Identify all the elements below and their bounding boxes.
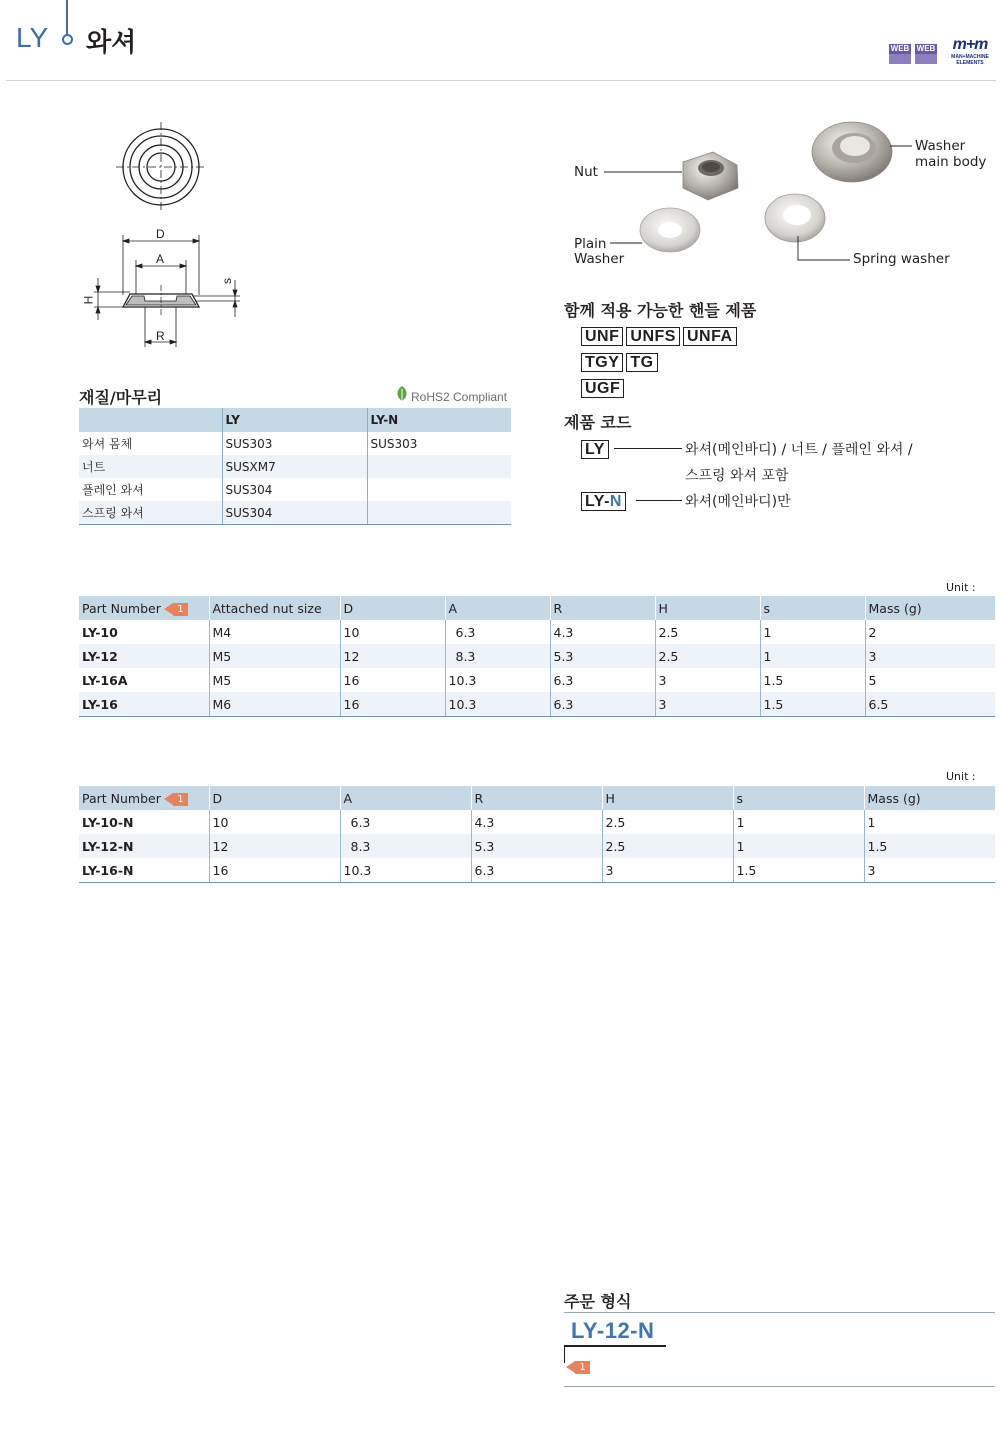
material-row: [79, 478, 511, 501]
table-cell: 16: [209, 858, 340, 883]
label-washer-main-2: main body: [915, 154, 987, 170]
order-pointer-line: [564, 1347, 565, 1363]
material-cell: SUSXM7: [222, 455, 367, 478]
table-row[interactable]: [79, 668, 995, 692]
material-cell: [367, 455, 511, 478]
part-number-badge-label: 1: [173, 793, 188, 806]
table-cell: 2.5: [655, 620, 760, 644]
code-ly-desc-2: 스프링 와셔 포함: [685, 468, 789, 484]
dim-label-a: A: [156, 252, 165, 266]
table-cell: 16: [340, 668, 445, 692]
table1-col: H: [655, 596, 760, 620]
logo-subtext: MAN+MACHINE ELEMENTS: [951, 54, 989, 66]
spec-table-lyn: [79, 786, 995, 883]
table2-header-row: [79, 786, 995, 810]
handle-unf[interactable]: UNF: [581, 327, 623, 346]
table-cell: 5.3: [550, 644, 655, 668]
table-cell: 10: [340, 620, 445, 644]
handles-row-3: [581, 378, 627, 398]
table-cell: 4.3: [550, 620, 655, 644]
table-cell: LY-10: [82, 624, 118, 640]
table-cell: 12: [340, 644, 445, 668]
part-number-badge-icon: [164, 793, 188, 806]
material-col-2: LY-N: [367, 408, 511, 432]
handle-tg[interactable]: TG: [626, 353, 657, 372]
table-cell: 5.3: [471, 834, 602, 858]
table-cell: 6.3: [445, 620, 550, 644]
table-cell: 6.3: [550, 692, 655, 717]
table1-col: Mass (g): [865, 596, 995, 620]
table-cell: 6.3: [340, 810, 471, 834]
table-cell: 10: [209, 810, 340, 834]
material-cell: SUS303: [222, 432, 367, 455]
table2-col: s: [733, 786, 864, 810]
web-badge-1-label: WEB: [890, 44, 910, 53]
dim-label-r: R: [156, 329, 165, 343]
table-cell: 2.5: [655, 644, 760, 668]
handles-row-1: [581, 326, 740, 346]
order-top-rule: [564, 1312, 995, 1313]
table2-col: R: [471, 786, 602, 810]
table-cell: 1: [864, 810, 995, 834]
table2-col: A: [340, 786, 471, 810]
table-cell: 10.3: [445, 668, 550, 692]
table1-col: R: [550, 596, 655, 620]
brand-logo: [944, 36, 996, 66]
spec-table-ly: [79, 596, 995, 717]
order-bottom-rule: [564, 1386, 995, 1387]
product-code-heading: 제품 코드: [564, 413, 632, 432]
table-row[interactable]: [79, 810, 995, 834]
handle-unfs[interactable]: UNFS: [626, 327, 680, 346]
table-cell: 1: [733, 834, 864, 858]
header-vertical-line: [66, 0, 68, 36]
handle-ugf[interactable]: UGF: [581, 379, 624, 398]
table-cell: 3: [655, 668, 760, 692]
logo-text: m+m: [952, 36, 988, 53]
table-cell: 6.3: [550, 668, 655, 692]
table-cell: LY-12: [79, 644, 209, 668]
table-cell: 1.5: [733, 858, 864, 883]
leaf-icon: [395, 385, 409, 403]
table-cell: 1: [760, 644, 865, 668]
code-lyn-box: [581, 492, 626, 511]
table-cell: 4.3: [471, 810, 602, 834]
table1-col: s: [760, 596, 865, 620]
table-cell: 5: [865, 668, 995, 692]
material-cell: 플레인 와셔: [82, 483, 144, 497]
table-cell: 2: [865, 620, 995, 644]
table-cell: 3: [602, 858, 733, 883]
table-cell: 1.5: [864, 834, 995, 858]
table-row[interactable]: [79, 644, 995, 668]
table-cell: 1.5: [760, 692, 865, 717]
table-cell: 3: [865, 644, 995, 668]
header-divider: [6, 80, 996, 81]
material-cell: SUS304: [222, 478, 367, 501]
table-cell: 3: [864, 858, 995, 883]
code-lyn-prefix: LY-: [585, 493, 610, 510]
table-cell: 1: [760, 620, 865, 644]
label-plain-2: Washer: [574, 251, 625, 267]
table-cell: 10.3: [340, 858, 471, 883]
web-badge-2-label: WEB: [916, 44, 936, 53]
washer-drawing: [80, 120, 260, 360]
table1-col: A: [445, 596, 550, 620]
material-header-row: [79, 408, 511, 432]
table-cell: 6.5: [865, 692, 995, 717]
handle-unfa[interactable]: UNFA: [683, 327, 737, 346]
material-heading: 재질/마무리: [79, 388, 163, 407]
table-cell: LY-12-N: [79, 834, 209, 858]
handle-tgy[interactable]: TGY: [581, 353, 623, 372]
rohs-label: RoHS2 Compliant: [411, 390, 508, 404]
table-row[interactable]: [79, 858, 995, 883]
table1-col-part-number-label: Part Number: [82, 600, 161, 616]
table2-unit: Unit :: [946, 770, 976, 783]
material-table: [79, 408, 511, 525]
material-cell: [367, 478, 511, 501]
label-nut: Nut: [574, 164, 598, 180]
part-number-badge-icon: [164, 603, 188, 616]
table-cell: 3: [655, 692, 760, 717]
code-lyn-box-wrap: [581, 491, 629, 511]
table-cell: 8.3: [340, 834, 471, 858]
material-col-0: [79, 408, 222, 432]
label-spring-washer: Spring washer: [853, 251, 950, 267]
material-cell: 스프링 와셔: [79, 501, 222, 525]
order-heading: 주문 형식: [564, 1292, 632, 1311]
table-cell: LY-16A: [82, 672, 128, 688]
code-ly-box-wrap: [581, 439, 612, 459]
table2-col-part-number-label: Part Number: [82, 790, 161, 806]
code-lyn-leader: [636, 500, 682, 501]
code-ly-box: LY: [581, 440, 609, 459]
table2-col: Mass (g): [864, 786, 995, 810]
label-plain-1: Plain: [574, 236, 607, 252]
table-cell: 1.5: [760, 668, 865, 692]
table-cell: M4: [209, 620, 340, 644]
web-badge-2[interactable]: [915, 44, 937, 64]
material-col-1: LY: [222, 408, 367, 432]
product-code-title: LY: [16, 22, 49, 53]
table-cell: M5: [209, 644, 340, 668]
dim-label-s: s: [220, 278, 234, 284]
table1-header-row: [79, 596, 995, 620]
table-cell: 2.5: [602, 810, 733, 834]
code-lyn-desc: 와셔(메인바디)만: [685, 494, 791, 510]
table-cell: 1: [733, 810, 864, 834]
part-number-badge-label: 1: [173, 603, 188, 616]
handles-row-2: [581, 352, 661, 372]
table-cell: 8.3: [445, 644, 550, 668]
code-ly-desc-1: 와셔(메인바디) / 너트 / 플레인 와셔 /: [685, 442, 913, 458]
table-row[interactable]: [79, 692, 995, 717]
label-washer-main-1: Washer: [915, 138, 966, 154]
code-lyn-suffix: N: [609, 493, 622, 510]
material-cell: 와셔 몸체: [82, 437, 133, 451]
order-example: LY-12-N: [571, 1318, 655, 1343]
table1-col-part-number: [79, 596, 209, 620]
material-row: [79, 432, 511, 455]
dim-label-d: D: [156, 227, 165, 241]
table-cell: 16: [340, 692, 445, 717]
handles-heading: 함께 적용 가능한 핸들 제품: [564, 301, 757, 320]
table-cell: 10.3: [445, 692, 550, 717]
code-ly-leader: [614, 448, 682, 449]
material-cell: [367, 501, 511, 525]
table-row[interactable]: [79, 620, 995, 644]
table2-col: D: [209, 786, 340, 810]
web-badge-1[interactable]: [889, 44, 911, 64]
material-row: [79, 501, 511, 525]
table-cell: 6.3: [471, 858, 602, 883]
table1-col: D: [340, 596, 445, 620]
table-cell: 12: [209, 834, 340, 858]
material-cell: SUS303: [367, 432, 511, 455]
material-cell: 너트: [79, 455, 222, 478]
table-cell: M5: [209, 668, 340, 692]
order-badge-icon: [566, 1361, 590, 1374]
table-cell: LY-16: [79, 692, 209, 717]
material-cell: SUS304: [222, 501, 367, 525]
table-cell: LY-16-N: [79, 858, 209, 883]
table2-col-part-number: [79, 786, 209, 810]
table1-unit: Unit :: [946, 581, 976, 594]
table-cell: M6: [209, 692, 340, 717]
table-cell: LY-10-N: [82, 814, 134, 830]
order-underline: [564, 1345, 666, 1347]
table-row[interactable]: [79, 834, 995, 858]
header-dot-icon: [62, 34, 73, 45]
material-row: [79, 455, 511, 478]
table2-col: H: [602, 786, 733, 810]
table-cell: 2.5: [602, 834, 733, 858]
dim-label-h: H: [81, 295, 96, 305]
page-title: 와셔: [86, 28, 137, 58]
order-badge-label: 1: [575, 1361, 590, 1374]
table1-col: Attached nut size: [209, 596, 340, 620]
